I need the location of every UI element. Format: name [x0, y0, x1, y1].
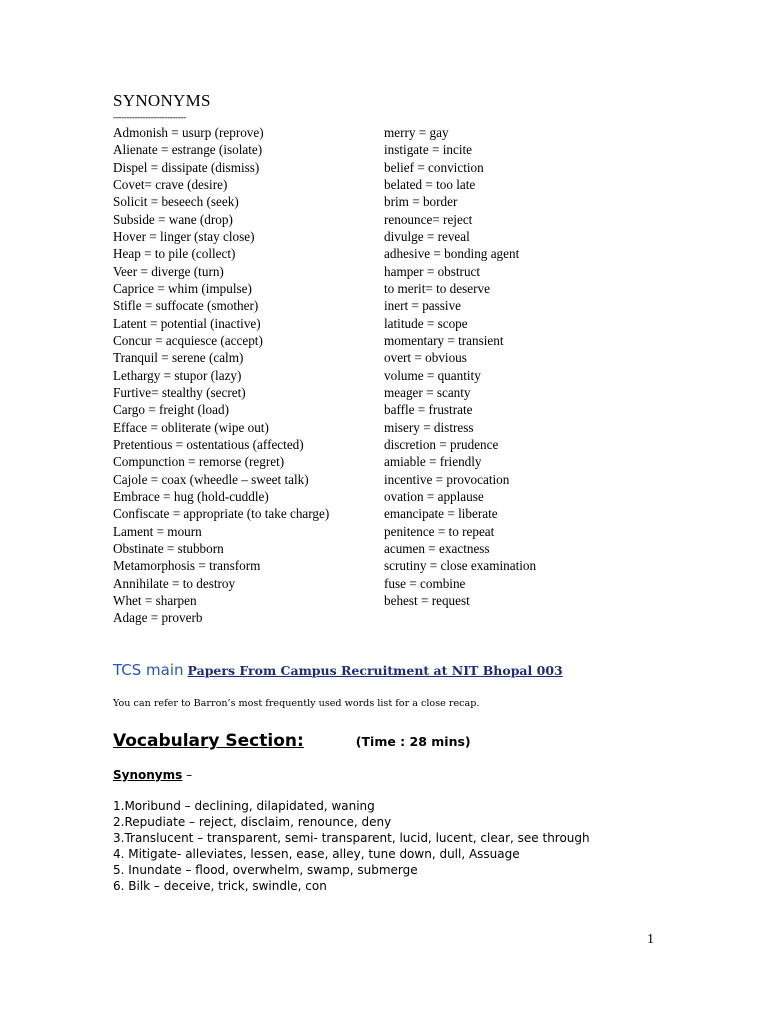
synonym-entry: penitence = to repeat — [384, 523, 495, 539]
synonym-question: 2.Repudiate – reject, disclaim, renounce, deny — [113, 814, 392, 829]
synonym-entry: Subside = wane (drop) — [113, 211, 233, 227]
title-underline-rule: --------------------------- — [113, 112, 186, 122]
synonym-entry: volume = quantity — [384, 367, 481, 383]
synonym-entry: Obstinate = stubborn — [113, 540, 224, 556]
vocabulary-section-heading — [113, 729, 471, 754]
tcs-heading — [113, 660, 563, 681]
tcs-papers-link[interactable]: Papers From Campus Recruitment at NIT Bhopal 003 — [187, 663, 563, 678]
synonym-entry: belief = conviction — [384, 159, 484, 175]
synonym-entry: renounce= reject — [384, 211, 473, 227]
synonym-entry: fuse = combine — [384, 575, 466, 591]
synonyms-label: Synonyms — [113, 768, 183, 782]
synonym-entry: inert = passive — [384, 298, 462, 314]
synonym-entry: Whet = sharpen — [113, 592, 197, 608]
synonym-entry: ovation = applause — [384, 488, 484, 504]
synonym-entry: belated = too late — [384, 176, 476, 192]
synonyms-dash: – — [182, 768, 193, 782]
synonym-entry: misery = distress — [384, 419, 474, 435]
synonym-entry: divulge = reveal — [384, 228, 470, 244]
synonym-entry: scrutiny = close examination — [384, 558, 537, 574]
synonym-entry: emancipate = liberate — [384, 506, 498, 522]
tcs-main-link[interactable]: TCS main — [113, 661, 184, 679]
synonyms-subheading — [113, 766, 192, 784]
synonym-entry: Compunction = remorse (regret) — [113, 454, 285, 470]
synonym-entry: Alienate = estrange (isolate) — [113, 142, 263, 158]
synonym-entry: Efface = obliterate (wipe out) — [113, 419, 269, 435]
synonym-entry: Latent = potential (inactive) — [113, 315, 261, 331]
synonym-entry: hamper = obstruct — [384, 263, 481, 279]
synonym-questions-list — [113, 799, 590, 894]
synonym-entry: Tranquil = serene (calm) — [113, 350, 244, 366]
page-number: 1 — [647, 932, 654, 947]
synonym-question: 1.Moribund – declining, dilapidated, waning — [113, 799, 375, 813]
synonym-question: 5. Inundate – flood, overwhelm, swamp, submerge — [113, 862, 418, 877]
synonym-entry: discretion = prudence — [384, 436, 499, 452]
synonym-entry: baffle = frustrate — [384, 402, 473, 418]
synonym-entry: momentary = transient — [384, 332, 504, 348]
synonym-entry: Pretentious = ostentatious (affected) — [113, 436, 304, 452]
synonym-entry: meager = scanty — [384, 384, 471, 400]
synonym-entry: Dispel = dissipate (dismiss) — [113, 159, 260, 175]
synonym-question: 6. Bilk – deceive, trick, swindle, con — [113, 878, 327, 893]
synonym-entry: merry = gay — [384, 125, 449, 140]
synonym-entry: Solicit = beseech (seek) — [113, 194, 239, 210]
synonym-entry: Concur = acquiesce (accept) — [113, 332, 263, 348]
synonym-question: 3.Translucent – transparent, semi- transparent, lucid, lucent, clear, see through — [113, 830, 590, 845]
barrons-note: You can refer to Barron’s most frequently used words list for a close recap. — [113, 698, 480, 709]
synonym-entry: Cargo = freight (load) — [113, 402, 229, 418]
synonym-entry: Stifle = suffocate (smother) — [113, 298, 259, 314]
vocabulary-time: (Time : 28 mins) — [355, 734, 471, 749]
synonym-entry: Furtive= stealthy (secret) — [113, 384, 246, 400]
synonym-entry: Embrace = hug (hold-cuddle) — [113, 488, 269, 504]
synonym-entry: Veer = diverge (turn) — [113, 263, 224, 279]
synonym-entry: Caprice = whim (impulse) — [113, 280, 252, 296]
synonym-entry: behest = request — [384, 592, 470, 608]
synonym-entry: Admonish = usurp (reprove) — [113, 125, 264, 140]
synonym-entry: Confiscate = appropriate (to take charge) — [113, 506, 330, 522]
synonyms-right-column — [384, 124, 536, 609]
synonym-entry: latitude = scope — [384, 315, 468, 331]
synonym-entry: Annihilate = to destroy — [113, 575, 236, 591]
synonym-entry: Heap = to pile (collect) — [113, 246, 236, 262]
page-title: SYNONYMS — [113, 91, 211, 110]
synonym-entry: to merit= to deserve — [384, 280, 490, 296]
vocabulary-heading: Vocabulary Section: — [113, 731, 304, 751]
synonym-entry: incentive = provocation — [384, 471, 510, 487]
synonym-entry: Lethargy = stupor (lazy) — [113, 367, 242, 383]
synonym-question: 4. Mitigate- alleviates, lessen, ease, alley, tune down, dull, Assuage — [113, 846, 520, 861]
synonym-entry: Metamorphosis = transform — [113, 558, 261, 574]
synonym-entry: instigate = incite — [384, 142, 473, 158]
synonym-entry: Cajole = coax (wheedle – sweet talk) — [113, 471, 309, 487]
synonym-entry: Hover = linger (stay close) — [113, 228, 255, 244]
synonym-entry: brim = border — [384, 194, 458, 210]
synonym-entry: Adage = proverb — [113, 610, 203, 626]
synonym-entry: Covet= crave (desire) — [113, 176, 228, 192]
synonyms-left-column — [113, 124, 329, 627]
synonym-entry: amiable = friendly — [384, 454, 482, 470]
synonym-entry: acumen = exactness — [384, 540, 490, 556]
synonym-entry: overt = obvious — [384, 350, 467, 366]
synonym-entry: adhesive = bonding agent — [384, 246, 520, 262]
synonym-entry: Lament = mourn — [113, 523, 202, 539]
